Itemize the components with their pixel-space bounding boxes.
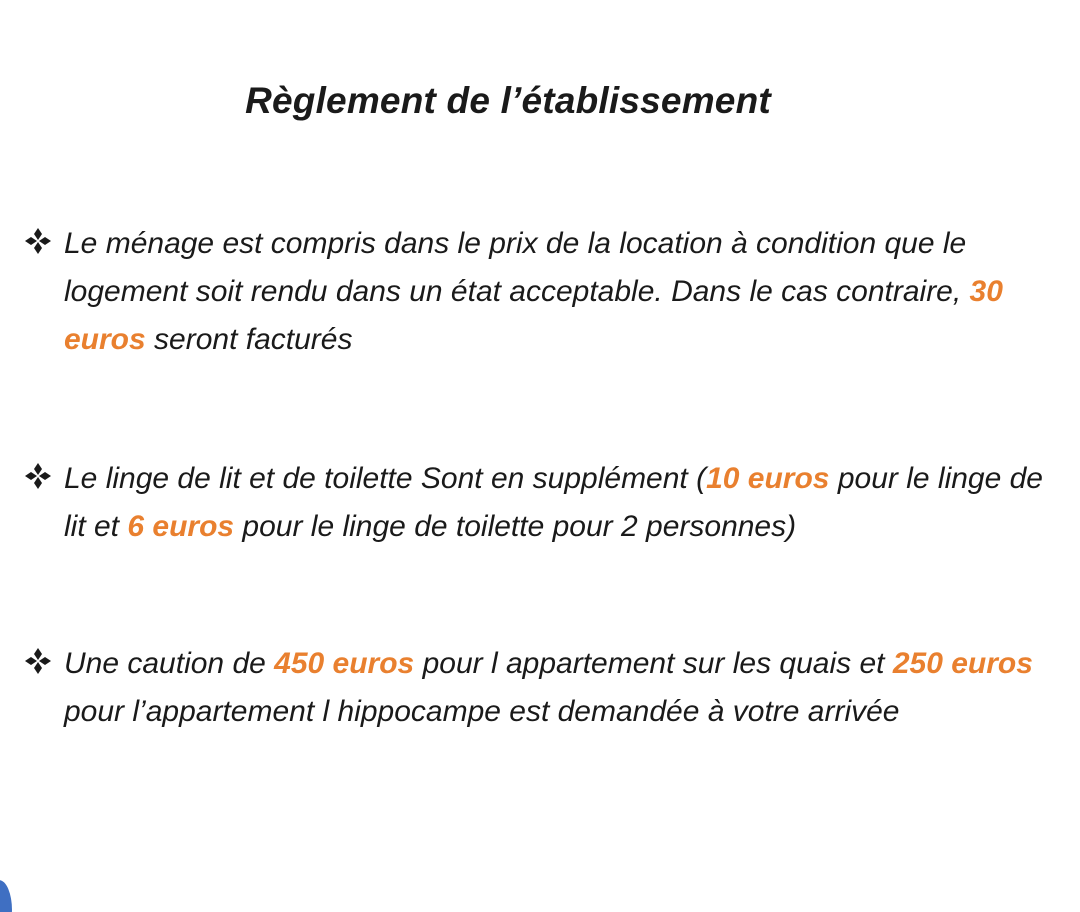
rule-text-segment: pour le linge de toilette pour 2 personnes) (234, 510, 797, 543)
rule-text (24, 220, 1054, 364)
rule-deposit (24, 640, 1054, 736)
document-title: Règlement de l’établissement (245, 80, 771, 121)
price-highlight: 6 euros (127, 510, 235, 543)
corner-accent-shape (0, 880, 12, 912)
rule-text-segment: Le ménage est compris dans le prix de la location à condition que le logement soit rendu dans un état acceptable. Dans le cas contraire, (64, 227, 970, 308)
price-highlight: 10 euros (706, 462, 830, 495)
rule-text (24, 455, 1054, 551)
rule-text-segment: seront facturés (145, 323, 353, 356)
rule-text-segment: pour le linge de lit et (64, 462, 1043, 543)
rule-linen (24, 455, 1054, 551)
rule-text-segment: Une caution de (64, 647, 275, 680)
price-highlight: 250 euros (892, 647, 1033, 680)
diamond-bullet-icon (24, 462, 52, 490)
price-highlight: 450 euros (274, 647, 415, 680)
price-highlight: 30 euros (64, 275, 1003, 356)
rule-text-segment: pour l’appartement l hippocampe est demandée à votre arrivée (64, 695, 900, 728)
rule-text-segment: Le linge de lit et de toilette Sont en supplément ( (64, 462, 707, 495)
rule-cleaning (24, 220, 1054, 364)
diamond-bullet-icon (24, 227, 52, 255)
diamond-bullet-icon (24, 647, 52, 675)
rule-text-segment: pour l appartement sur les quais et (414, 647, 893, 680)
rule-text (24, 640, 1054, 736)
